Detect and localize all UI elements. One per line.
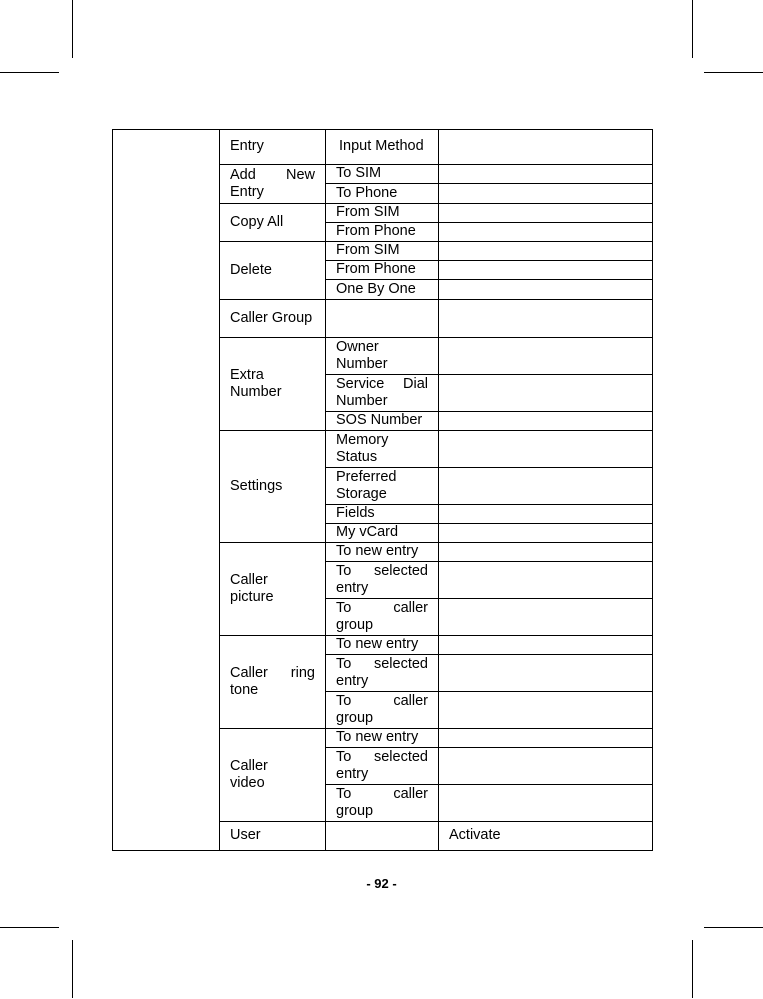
table-row: [113, 130, 653, 165]
menu-level3-cell: My vCard: [326, 524, 439, 543]
description-cell: [439, 204, 653, 223]
description-cell: [439, 165, 653, 184]
menu-level1-cell: User: [220, 822, 326, 851]
crop-mark-top-right-h: [704, 72, 763, 73]
menu-level3-cell: To new entry: [326, 636, 439, 655]
menu-level3-cell: Preferred Storage: [326, 468, 439, 505]
description-cell: [439, 636, 653, 655]
description-cell: [439, 431, 653, 468]
menu-level2-cell: Add New Entry: [220, 165, 326, 204]
description-cell: [439, 692, 653, 729]
menu-level3-cell: From SIM: [326, 204, 439, 223]
menu-level2-cell: Entry: [220, 130, 326, 165]
menu-level3-cell: [326, 300, 439, 338]
description-cell: [439, 729, 653, 748]
menu-level1-cell: [113, 130, 220, 851]
crop-mark-top-left-v: [72, 0, 73, 58]
crop-mark-bottom-left-h: [0, 927, 59, 928]
menu-level2-cell: Copy All: [220, 204, 326, 242]
menu-level2-cell: Caller Group: [220, 300, 326, 338]
menu-level3-cell: Input Method: [326, 130, 439, 165]
description-cell: [439, 184, 653, 204]
menu-level2-cell: [326, 822, 439, 851]
description-cell: [439, 300, 653, 338]
description-cell: [439, 748, 653, 785]
menu-level3-cell: From Phone: [326, 223, 439, 242]
menu-level3-cell: From SIM: [326, 242, 439, 261]
crop-mark-top-left-h: [0, 72, 59, 73]
menu-level3-cell: To selected entry: [326, 655, 439, 692]
menu-level3-cell: SOS Number: [326, 412, 439, 431]
description-cell: [439, 338, 653, 375]
description-cell: [439, 505, 653, 524]
description-cell: [439, 655, 653, 692]
crop-mark-bottom-right-v: [692, 940, 693, 998]
menu-level3-cell: Fields: [326, 505, 439, 524]
crop-mark-bottom-right-h: [704, 927, 763, 928]
description-cell: [439, 242, 653, 261]
menu-level3-cell: To caller group: [326, 692, 439, 729]
description-cell: [439, 468, 653, 505]
phonebook-menu-table: [112, 129, 653, 851]
menu-level3-cell: To selected entry: [326, 748, 439, 785]
page-number: - 92 -: [366, 876, 397, 891]
menu-level2-cell: Settings: [220, 431, 326, 543]
menu-level3-cell: To caller group: [326, 599, 439, 636]
menu-level2-cell: Caller picture: [220, 543, 326, 636]
menu-level2-cell: Caller video: [220, 729, 326, 822]
menu-level3-cell: Service Dial Number: [326, 375, 439, 412]
description-cell: [439, 261, 653, 280]
menu-level2-cell: Extra Number: [220, 338, 326, 431]
description-cell: [439, 375, 653, 412]
description-cell: [439, 280, 653, 300]
menu-level3-cell: Memory Status: [326, 431, 439, 468]
crop-mark-top-right-v: [692, 0, 693, 58]
menu-level3-cell: One By One: [326, 280, 439, 300]
menu-level3-cell: To new entry: [326, 543, 439, 562]
description-cell: [439, 524, 653, 543]
menu-level2-cell: Delete: [220, 242, 326, 300]
crop-mark-bottom-left-v: [72, 940, 73, 998]
description-cell: [439, 599, 653, 636]
menu-level2-cell: Caller ring tone: [220, 636, 326, 729]
menu-level3-cell: To new entry: [326, 729, 439, 748]
description-cell: [439, 562, 653, 599]
description-cell: [439, 543, 653, 562]
menu-level3-cell: From Phone: [326, 261, 439, 280]
menu-level3-cell: To Phone: [326, 184, 439, 204]
menu-level3-cell: Owner Number: [326, 338, 439, 375]
menu-level3-cell: To caller group: [326, 785, 439, 822]
description-cell: [439, 785, 653, 822]
menu-level3-cell: Activate: [439, 822, 653, 851]
description-cell: [439, 130, 653, 165]
menu-level3-cell: To selected entry: [326, 562, 439, 599]
description-cell: [439, 223, 653, 242]
description-cell: [439, 412, 653, 431]
menu-level3-cell: To SIM: [326, 165, 439, 184]
